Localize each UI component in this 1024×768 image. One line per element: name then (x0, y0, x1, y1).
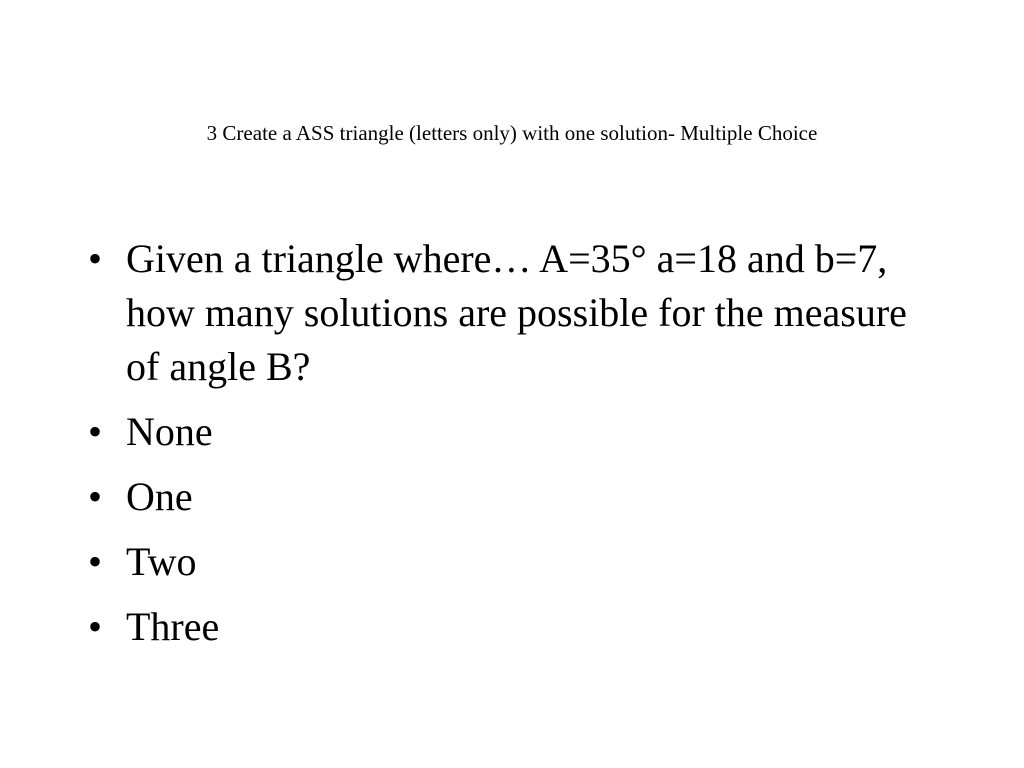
choice-label: Three (126, 604, 220, 649)
choice-none[interactable] (84, 405, 934, 459)
choice-label: None (126, 409, 213, 454)
bullet-icon: • (88, 604, 103, 649)
bullet-icon: • (88, 409, 103, 454)
choice-label: Two (126, 539, 197, 584)
bullet-icon: • (88, 236, 103, 281)
bullet-icon: • (88, 474, 103, 519)
choice-three[interactable] (84, 600, 934, 654)
bullet-icon: • (88, 539, 103, 584)
choice-two[interactable] (84, 535, 934, 589)
question-text: Given a triangle where… A=35° a=18 and b=7, how many solutions are possible for the measure of angle B? (126, 236, 907, 389)
slide-title: 3 Create a ASS triangle (letters only) with one solution- Multiple Choice (206, 121, 818, 145)
choice-one[interactable] (84, 470, 934, 524)
bullet-list (84, 232, 934, 665)
question-bullet (84, 232, 934, 394)
choice-label: One (126, 474, 193, 519)
